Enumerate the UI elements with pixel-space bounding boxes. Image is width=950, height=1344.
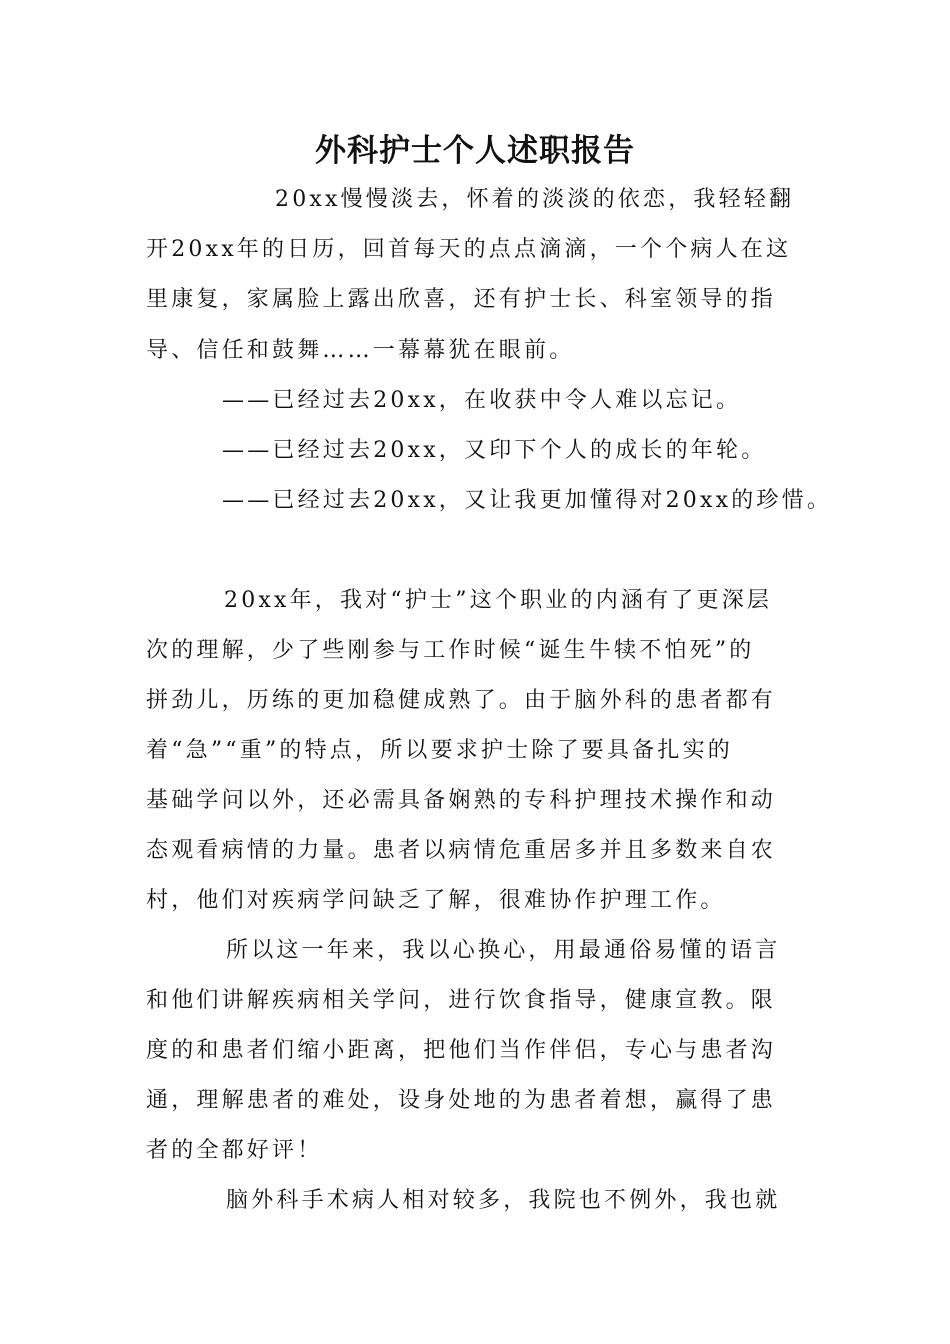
paragraph-line: 通，理解患者的难处，设身处地的为患者着想，赢得了患 xyxy=(146,1088,777,1113)
paragraph-line: 者的全都好评！ xyxy=(146,1138,323,1163)
paragraph-line: 20xx慢慢淡去，怀着的淡淡的依恋，我轻轻翻 xyxy=(275,187,795,212)
document-title: 外科护士个人述职报告 xyxy=(315,133,635,169)
paragraph-line: ——已经过去20xx，又印下个人的成长的年轮。 xyxy=(222,438,767,463)
paragraph-line: 所以这一年来，我以心换心，用最通俗易懂的语言 xyxy=(226,938,781,963)
paragraph-line: 脑外科手术病人相对较多，我院也不例外，我也就 xyxy=(226,1188,781,1213)
paragraph-line: ——已经过去20xx，又让我更加懂得对20xx的珍惜。 xyxy=(222,488,833,513)
paragraph-line: 基础学问以外，还必需具备娴熟的专科护理技术操作和动 xyxy=(146,788,777,813)
paragraph-line: 次的理解，少了些刚参与工作时候“诞生牛犊不怕死”的 xyxy=(146,638,755,663)
paragraph-line: ——已经过去20xx，在收获中令人难以忘记。 xyxy=(222,388,742,413)
paragraph-line: 里康复，家属脸上露出欣喜，还有护士长、科室领导的指 xyxy=(146,287,777,312)
paragraph-line: 着“急”“重”的特点，所以要求护士除了要具备扎实的 xyxy=(146,738,733,763)
paragraph-line: 导、信任和鼓舞……一幕幕犹在眼前。 xyxy=(146,338,575,363)
paragraph-line: 20xx年，我对“护士”这个职业的内涵有了更深层 xyxy=(224,588,773,613)
paragraph-line: 度的和患者们缩小距离，把他们当作伴侣，专心与患者沟 xyxy=(146,1038,777,1063)
paragraph-line: 态观看病情的力量。患者以病情危重居多并且多数来自农 xyxy=(146,838,777,863)
paragraph-line: 村，他们对疾病学问缺乏了解，很难协作护理工作。 xyxy=(146,888,726,913)
paragraph-line: 和他们讲解疾病相关学问，进行饮食指导，健康宣教。限 xyxy=(146,988,777,1013)
paragraph-line: 拼劲儿，历练的更加稳健成熟了。由于脑外科的患者都有 xyxy=(146,688,777,713)
paragraph-line: 开20xx年的日历，回首每天的点点滴滴，一个个病人在这 xyxy=(146,237,792,262)
